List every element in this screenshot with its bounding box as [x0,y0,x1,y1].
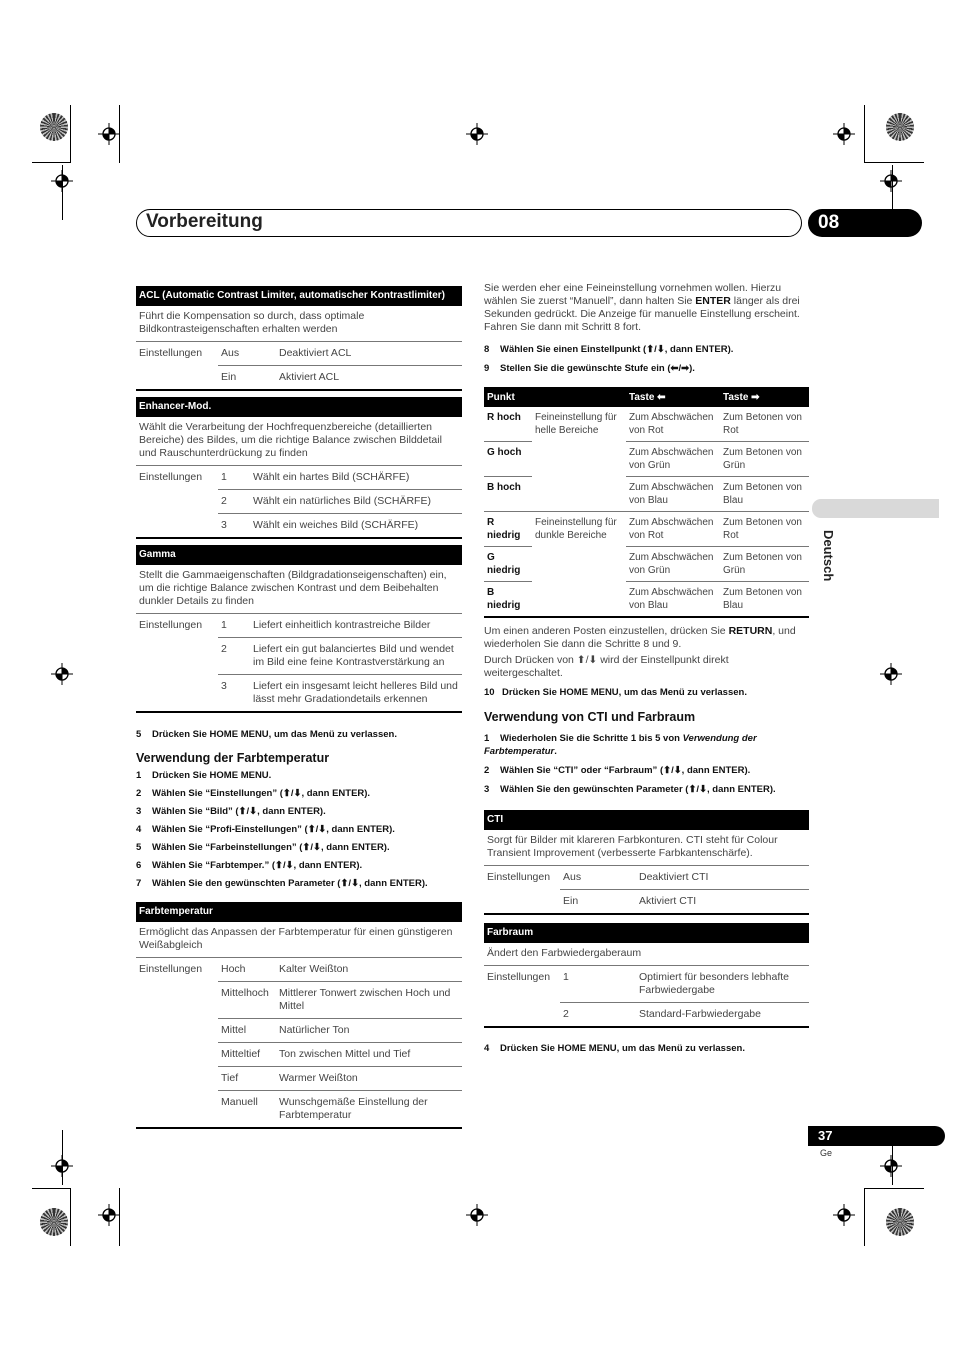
cti-box-heading: CTI [484,810,809,830]
crop-line [32,1188,70,1189]
gamma-description: Stellt die Gammaeigenschaften (Bildgradationseigenschaften) ein, um die richtige Balance zwischen Kontrast und dem Beibehalten dunkler Details zu finden [136,565,462,614]
farbtemp-box [136,902,462,1129]
setting-desc: Standard-Farbwiedergabe [636,1003,809,1028]
registration-crosshair [51,170,73,192]
enhancer-heading: Enhancer-Mod. [136,397,462,417]
setting-value: 1 [560,966,636,1003]
step-item: 4 Wählen Sie “Profi-Einstellungen” (⬆/⬇, dann ENTER). [136,824,395,835]
table-row [484,890,809,915]
setting-desc: Wählt ein hartes Bild (SCHÄRFE) [250,466,462,490]
setting-desc: Liefert ein gut balanciertes Bild und wendet im Bild eine feine Kontrastverstärkung an [250,638,462,675]
setting-value: Mitteltief [218,1043,276,1067]
direct-note: Durch Drücken von ⬆/⬇ wird der Einstellpunkt direkt weitergeschaltet. [484,654,729,679]
cti-description: Sorgt für Bilder mit klareren Farbkonturen. CTI steht für Colour Transient Improvement (verbesserte Farbkantenschärfe). [484,830,809,866]
farbraum-box-heading: Farbraum [484,923,809,943]
registration-crosshair [833,1204,855,1226]
setting-desc: Optimiert für besonders lebhafte Farbwiedergabe [636,966,809,1003]
table-row [484,582,809,618]
setting-desc: Deaktiviert ACL [276,342,462,366]
setting-value: Manuell [218,1091,276,1129]
point-right-action: Zum Betonen von Rot [720,407,809,442]
setting-desc: Liefert ein insgesamt leicht helleres Bild und lässt mehr Gradationdetails erkennen [250,675,462,713]
farbtemp-heading: Verwendung der Farbtemperatur [136,751,330,765]
acl-description: Führt die Kompensation so durch, dass optimale Bildkontrasteigenschaften erhalten werden [136,306,462,342]
point-table [484,387,809,618]
table-row [136,638,462,675]
crop-line [32,162,70,163]
column-header: Taste ⬅ [626,387,720,407]
step-item: 3 Wählen Sie den gewünschten Parameter (⬆/⬇, dann ENTER). [484,784,776,795]
crop-line [864,105,865,163]
point-group [532,477,626,512]
setting-value: Hoch [218,958,276,982]
point-left-action: Zum Abschwächen von Grün [626,442,720,477]
registration-crosshair [880,170,902,192]
table-row [484,1003,809,1028]
gamma-settings-table [136,614,462,713]
registration-crosshair [466,123,488,145]
right-column [484,282,809,1055]
registration-disc [40,113,68,141]
setting-value: Aus [218,342,276,366]
column-header: Taste ➡ [720,387,809,407]
point-right-action: Zum Betonen von Blau [720,477,809,512]
farbtemp-steps [136,769,462,890]
settings-label: Einstellungen [139,619,203,631]
step-item: 2 Wählen Sie “Einstellungen” (⬆/⬇, dann ENTER). [136,788,371,799]
cti-heading: Verwendung von CTI und Farbraum [484,710,696,724]
farbtemp-description: Ermöglicht das Anpassen der Farbtemperatur für einen günstigeren Weißabgleich [136,922,462,958]
table-row [136,490,462,514]
setting-value: 2 [560,1003,636,1028]
enhancer-box [136,397,462,539]
left-column [136,286,462,1129]
table-row [136,366,462,391]
setting-value: Mittel [218,1019,276,1043]
table-row [136,958,462,982]
page-title: Vorbereitung [146,211,263,232]
step-item: 10 Drücken Sie HOME MENU, um das Menü zu verlassen. [484,687,747,698]
settings-label: Einstellungen [139,347,203,359]
page-number: 37 [808,1126,945,1146]
setting-value: Tief [218,1067,276,1091]
step-item: 4 Drücken Sie HOME MENU, um das Menü zu verlassen. [484,1043,745,1054]
registration-disc [40,1208,68,1236]
point-right-action: Zum Betonen von Rot [720,512,809,547]
point-right-action: Zum Betonen von Grün [720,442,809,477]
table-row [136,982,462,1019]
crop-line [864,1188,924,1189]
enhancer-description: Wählt die Verarbeitung der Hochfrequenzbereiche (detaillierten Bereiche) des Bildes, um die richtige Balance zwischen Bilddetail und Rauschunterdrückung zu finden [136,417,462,466]
return-note: Um einen anderen Posten einzustellen, drücken Sie RETURN, und wiederholen Sie dann die Schritte 8 und 9. [484,625,796,650]
settings-label: Einstellungen [139,963,203,975]
table-row [484,966,809,1003]
settings-label: Einstellungen [487,871,551,883]
table-row [136,514,462,539]
setting-desc: Aktiviert ACL [276,366,462,391]
step-item: 2 Wählen Sie “CTI” oder “Farbraum” (⬆/⬇, dann ENTER). [484,765,751,776]
setting-desc: Ton zwischen Mittel und Tief [276,1043,462,1067]
registration-crosshair [880,663,902,685]
registration-crosshair [51,1155,73,1177]
table-row [136,342,462,366]
registration-crosshair [98,1204,120,1226]
point-left-action: Zum Abschwächen von Rot [626,512,720,547]
point-name: B niedrig [484,582,532,618]
gamma-box [136,545,462,713]
table-row [484,512,809,547]
point-name: R niedrig [484,512,532,547]
registration-crosshair [51,663,73,685]
setting-desc: Wählt ein natürliches Bild (SCHÄRFE) [250,490,462,514]
point-group [532,582,626,618]
setting-desc: Liefert einheitlich kontrastreiche Bilder [250,614,462,638]
farbtemp-box-heading: Farbtemperatur [136,902,462,922]
farbraum-description: Ändert den Farbwiedergaberaum [484,943,809,966]
setting-desc: Wählt ein weiches Bild (SCHÄRFE) [250,514,462,539]
setting-desc: Warmer Weißton [276,1067,462,1091]
point-name: R hoch [484,407,532,442]
table-header-row [484,387,809,407]
cti-box [484,810,809,915]
step-item: 8 Wählen Sie einen Einstellpunkt (⬆/⬇, dann ENTER). [484,344,734,355]
setting-desc: Kalter Weißton [276,958,462,982]
registration-crosshair [98,123,120,145]
crop-line [864,1188,865,1246]
step-item: 9 Stellen Sie die gewünschte Stufe ein (⬅/➡). [484,363,695,374]
setting-value: 2 [218,490,250,514]
table-row [484,866,809,890]
point-group [532,547,626,582]
point-group [532,442,626,477]
crop-line [70,105,71,163]
table-row [484,407,809,442]
table-row [136,1019,462,1043]
table-row [136,1067,462,1091]
table-row [484,547,809,582]
registration-disc [886,113,914,141]
registration-disc [886,1208,914,1236]
point-group: Feineinstellung für helle Bereiche [535,412,617,436]
setting-desc: Natürlicher Ton [276,1019,462,1043]
table-row [484,442,809,477]
point-right-action: Zum Betonen von Blau [720,582,809,618]
setting-value: 1 [218,466,250,490]
chapter-number: 08 [808,209,922,237]
point-group: Feineinstellung für dunkle Bereiche [535,517,617,541]
crop-line [70,1188,71,1246]
point-name: G niedrig [484,547,532,582]
farbraum-box [484,923,809,1028]
step-item: 5 Drücken Sie HOME MENU, um das Menü zu verlassen. [136,729,397,740]
column-header: Punkt [484,387,532,407]
point-name: B hoch [484,477,532,512]
setting-value: Ein [218,366,276,391]
setting-desc: Wunschgemäße Einstellung der Farbtemperatur [276,1091,462,1129]
point-name: G hoch [484,442,532,477]
step-item: 6 Wählen Sie “Farbtemper.” (⬆/⬇, dann ENTER). [136,860,363,871]
table-row [136,675,462,713]
crop-line [864,162,924,163]
table-row [136,1043,462,1067]
setting-desc: Deaktiviert CTI [636,866,809,890]
language-label: Deutsch [821,530,836,582]
enhancer-settings-table [136,466,462,539]
point-right-action: Zum Betonen von Grün [720,547,809,582]
settings-label: Einstellungen [487,971,551,983]
table-row [136,1091,462,1129]
step-item: 1 Drücken Sie HOME MENU. [136,770,272,781]
point-left-action: Zum Abschwächen von Blau [626,477,720,512]
setting-value: Aus [560,866,636,890]
setting-desc: Mittlerer Tonwert zwischen Hoch und Mittel [276,982,462,1019]
acl-box [136,286,462,391]
registration-crosshair [833,123,855,145]
page-language-code: Ge [820,1148,833,1158]
column-header [532,387,626,407]
step-item: 3 Wählen Sie “Bild” (⬆/⬇, dann ENTER). [136,806,326,817]
setting-desc: Aktiviert CTI [636,890,809,915]
acl-settings-table [136,342,462,391]
setting-value: 1 [218,614,250,638]
gamma-heading: Gamma [136,545,462,565]
cti-settings-table [484,866,809,915]
step-item: 1 Wiederholen Sie die Schritte 1 bis 5 von Verwendung der Farbtemperatur. [484,733,757,757]
setting-value: 3 [218,514,250,539]
step-item: 7 Wählen Sie den gewünschten Parameter (⬆/⬇, dann ENTER). [136,878,428,889]
point-left-action: Zum Abschwächen von Grün [626,547,720,582]
farbtemp-settings-table [136,958,462,1129]
setting-value: 2 [218,638,250,675]
table-row [136,466,462,490]
registration-crosshair [466,1204,488,1226]
setting-value: Mittelhoch [218,982,276,1019]
settings-label: Einstellungen [139,471,203,483]
farbraum-settings-table [484,966,809,1028]
step-item: 5 Wählen Sie “Farbeinstellungen” (⬆/⬇, dann ENTER). [136,842,390,853]
registration-crosshair [880,1155,902,1177]
point-left-action: Zum Abschwächen von Blau [626,582,720,618]
point-left-action: Zum Abschwächen von Rot [626,407,720,442]
table-row [136,614,462,638]
table-row [484,477,809,512]
acl-heading: ACL (Automatic Contrast Limiter, automatischer Kontrastlimiter) [136,286,462,306]
setting-value: Ein [560,890,636,915]
language-tab [812,499,939,518]
intro-paragraph: Sie werden eher eine Feineinstellung vornehmen wollen. Hierzu wählen Sie zuerst “Manuell”, dann halten Sie ENTER länger als drei Sekunden gedrückt. Die Anzeige für manuelle Einstellung erscheint. Fahren Sie dann mit Schritt 8 fort. [484,282,800,333]
setting-value: 3 [218,675,250,713]
